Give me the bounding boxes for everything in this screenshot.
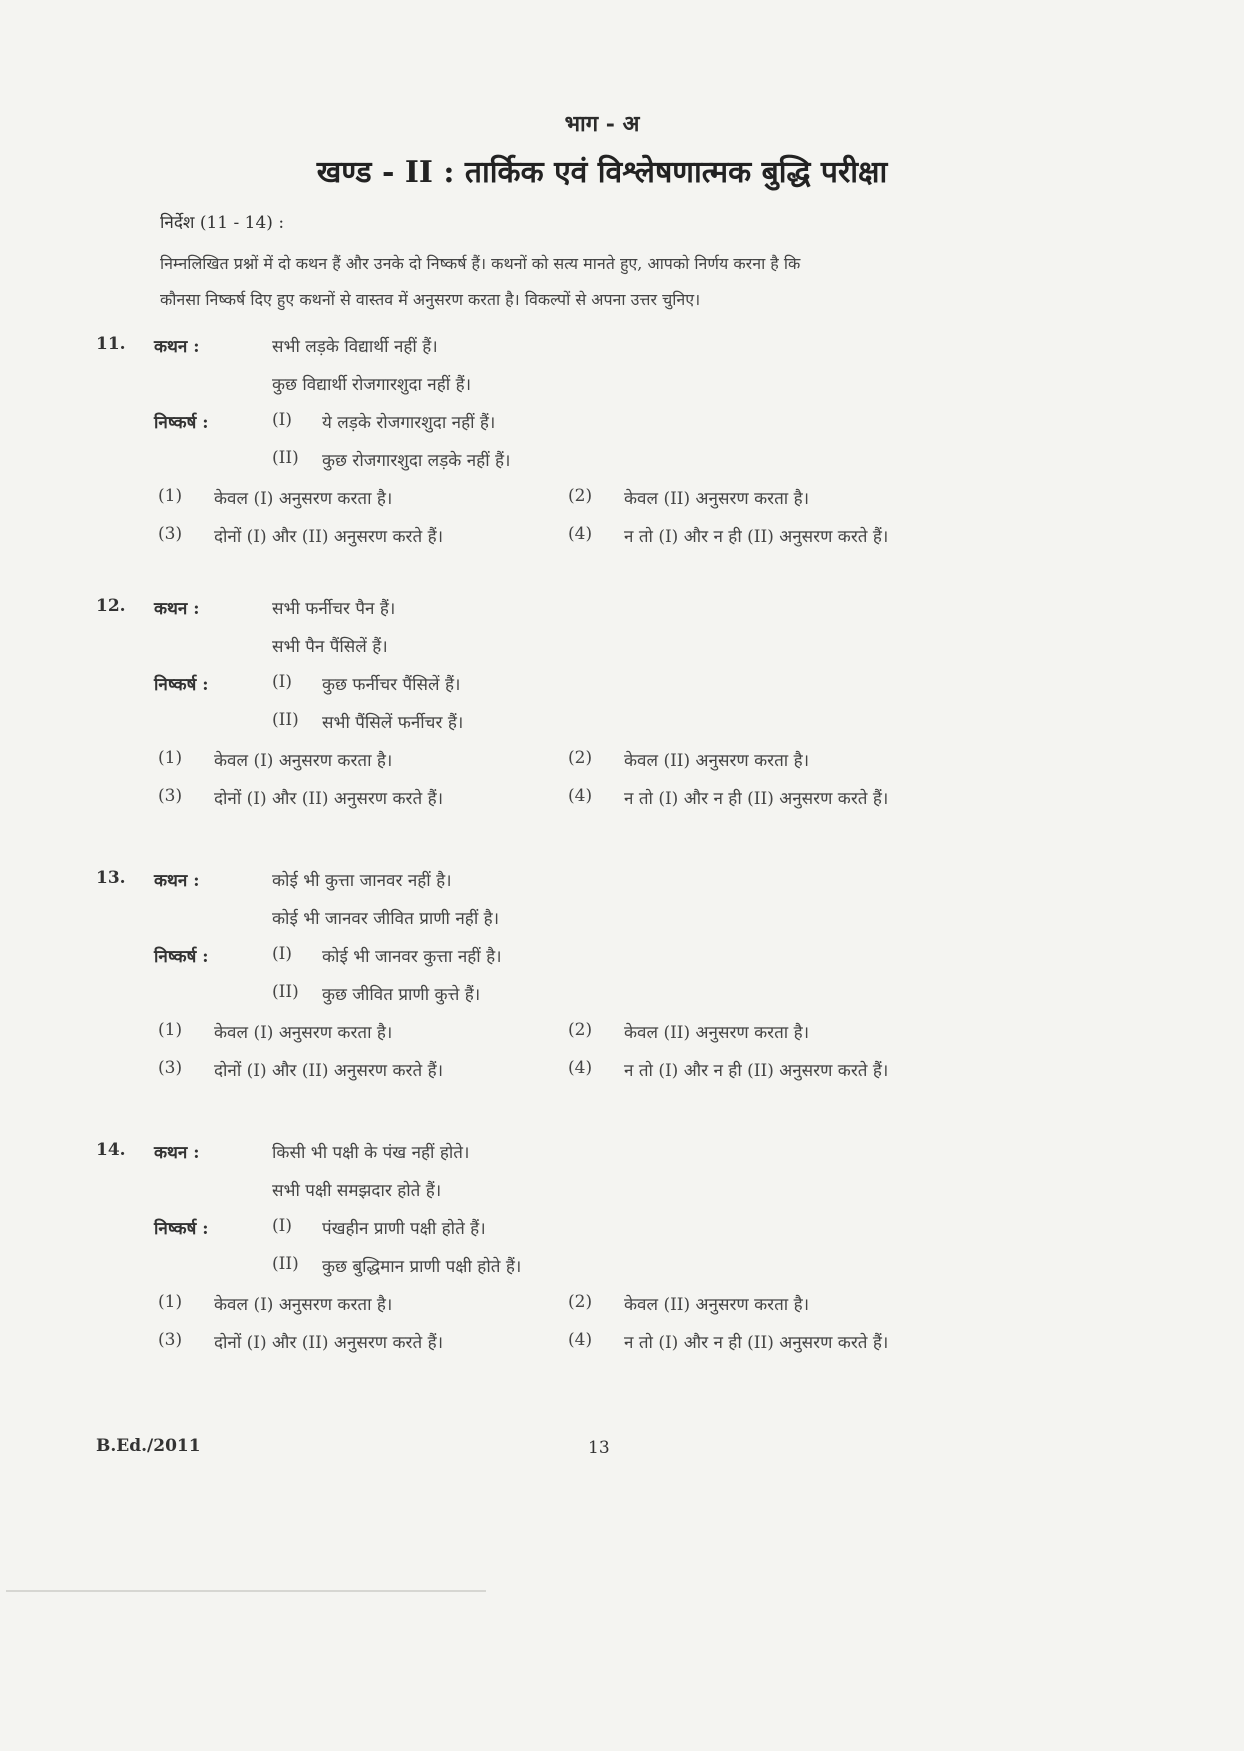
- section-title: खण्ड - II : तार्किक एवं विश्लेषणात्मक बुद्धि परीक्षा: [316, 155, 888, 190]
- statement-2: सभी पक्षी समझदार होते हैं।: [272, 1181, 442, 1201]
- conclusion-1-number: (I): [272, 944, 292, 964]
- statement-label: कथन :: [154, 871, 200, 891]
- option-2: केवल (II) अनुसरण करता है।: [624, 1023, 810, 1043]
- instruction-heading: निर्देश (11 - 14) :: [160, 213, 285, 233]
- option-3-number: (3): [158, 524, 183, 544]
- conclusion-1-number: (I): [272, 672, 292, 692]
- conclusion-label: निष्कर्ष :: [154, 947, 209, 967]
- conclusion-2: सभी पैंसिलें फर्नीचर हैं।: [322, 713, 464, 733]
- statement-2: कुछ विद्यार्थी रोजगारशुदा नहीं हैं।: [272, 375, 472, 395]
- option-1: केवल (I) अनुसरण करता है।: [214, 1295, 393, 1315]
- conclusion-1: कोई भी जानवर कुत्ता नहीं है।: [322, 947, 502, 967]
- page-number: 13: [588, 1438, 610, 1458]
- statement-1: कोई भी कुत्ता जानवर नहीं है।: [272, 871, 452, 891]
- conclusion-1: ये लड़के रोजगारशुदा नहीं हैं।: [322, 413, 496, 433]
- option-2-number: (2): [568, 1292, 593, 1312]
- option-2: केवल (II) अनुसरण करता है।: [624, 751, 810, 771]
- question-number: 13.: [96, 868, 126, 888]
- conclusion-1: कुछ फर्नीचर पैंसिलें हैं।: [322, 675, 461, 695]
- option-4-number: (4): [568, 1330, 593, 1350]
- option-1: केवल (I) अनुसरण करता है।: [214, 489, 393, 509]
- option-4: न तो (I) और न ही (II) अनुसरण करते हैं।: [624, 789, 889, 809]
- option-4-number: (4): [568, 1058, 593, 1078]
- paper-code: B.Ed./2011: [96, 1436, 201, 1456]
- question-number: 12.: [96, 596, 126, 616]
- conclusion-2-number: (II): [272, 982, 299, 1002]
- statement-label: कथन :: [154, 337, 200, 357]
- question-number: 11.: [96, 334, 126, 354]
- option-4: न तो (I) और न ही (II) अनुसरण करते हैं।: [624, 1333, 889, 1353]
- option-4-number: (4): [568, 524, 593, 544]
- conclusion-1: पंखहीन प्राणी पक्षी होते हैं।: [322, 1219, 486, 1239]
- statement-1: किसी भी पक्षी के पंख नहीं होते।: [272, 1143, 470, 1163]
- statement-1: सभी लड़के विद्यार्थी नहीं हैं।: [272, 337, 438, 357]
- statement-label: कथन :: [154, 1143, 200, 1163]
- option-3: दोनों (I) और (II) अनुसरण करते हैं।: [214, 789, 444, 809]
- question-number: 14.: [96, 1140, 126, 1160]
- conclusion-label: निष्कर्ष :: [154, 413, 209, 433]
- instruction-text: [160, 246, 1120, 318]
- option-3: दोनों (I) और (II) अनुसरण करते हैं।: [214, 1333, 444, 1353]
- conclusion-2: कुछ रोजगारशुदा लड़के नहीं हैं।: [322, 451, 511, 471]
- conclusion-label: निष्कर्ष :: [154, 1219, 209, 1239]
- option-3: दोनों (I) और (II) अनुसरण करते हैं।: [214, 1061, 444, 1081]
- option-1-number: (1): [158, 1020, 183, 1040]
- conclusion-2-number: (II): [272, 1254, 299, 1274]
- option-3: दोनों (I) और (II) अनुसरण करते हैं।: [214, 527, 444, 547]
- option-1-number: (1): [158, 1292, 183, 1312]
- option-1: केवल (I) अनुसरण करता है।: [214, 751, 393, 771]
- option-4: न तो (I) और न ही (II) अनुसरण करते हैं।: [624, 1061, 889, 1081]
- instruction-line-2: कौनसा निष्कर्ष दिए हुए कथनों से वास्तव में अनुसरण करता है। विकल्पों से अपना उत्तर चुनिए।: [160, 290, 701, 309]
- option-4-number: (4): [568, 786, 593, 806]
- option-1: केवल (I) अनुसरण करता है।: [214, 1023, 393, 1043]
- part-heading: भाग - अ: [564, 111, 640, 137]
- option-2-number: (2): [568, 748, 593, 768]
- conclusion-1-number: (I): [272, 410, 292, 430]
- conclusion-2-number: (II): [272, 448, 299, 468]
- conclusion-label: निष्कर्ष :: [154, 675, 209, 695]
- statement-label: कथन :: [154, 599, 200, 619]
- option-1-number: (1): [158, 748, 183, 768]
- option-2: केवल (II) अनुसरण करता है।: [624, 489, 810, 509]
- option-2: केवल (II) अनुसरण करता है।: [624, 1295, 810, 1315]
- option-3-number: (3): [158, 786, 183, 806]
- statement-2: कोई भी जानवर जीवित प्राणी नहीं है।: [272, 909, 500, 929]
- conclusion-1-number: (I): [272, 1216, 292, 1236]
- statement-2: सभी पैन पैंसिलें हैं।: [272, 637, 388, 657]
- conclusion-2-number: (II): [272, 710, 299, 730]
- option-1-number: (1): [158, 486, 183, 506]
- option-3-number: (3): [158, 1058, 183, 1078]
- option-2-number: (2): [568, 1020, 593, 1040]
- page-divider: [6, 1590, 486, 1592]
- option-4: न तो (I) और न ही (II) अनुसरण करते हैं।: [624, 527, 889, 547]
- conclusion-2: कुछ बुद्धिमान प्राणी पक्षी होते हैं।: [322, 1257, 522, 1277]
- instruction-line-1: निम्नलिखित प्रश्नों में दो कथन हैं और उनके दो निष्कर्ष हैं। कथनों को सत्य मानते हुए, आपको निर्णय करना है कि: [160, 254, 801, 273]
- conclusion-2: कुछ जीवित प्राणी कुत्ते हैं।: [322, 985, 481, 1005]
- option-2-number: (2): [568, 486, 593, 506]
- statement-1: सभी फर्नीचर पैन हैं।: [272, 599, 396, 619]
- option-3-number: (3): [158, 1330, 183, 1350]
